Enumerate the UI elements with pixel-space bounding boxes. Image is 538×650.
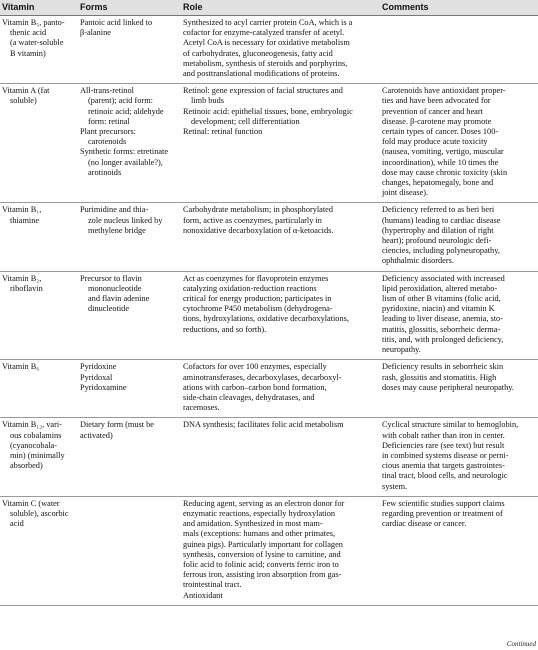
role-line: nonoxidative decarboxylation of α-ketoacids. [183,225,334,235]
forms-line: (parent); acid form: [88,96,153,106]
comments-line: titis, and, with prolonged deficiency, [382,334,504,344]
table-row [0,418,538,496]
role-line: racemoses. [183,403,220,413]
vitamin-line: acid [10,519,24,529]
table-row [0,203,538,271]
header-role: Role [181,0,380,16]
role-line: cofactor for enzyme-catalyzed transfer of acetyl. [183,28,345,38]
role-line: Synthesized to acyl carrier protein CoA, which is a [183,18,353,27]
forms-line: Dietary form (must be [80,420,154,430]
comments-line: lipid peroxidation, altered metabo- [382,283,498,293]
role-line: and amidation. Synthesized in most mam- [183,519,323,529]
role-line: ferrous iron, assisting iron absorption from gas- [183,570,342,580]
comments-line: Carotenoids have antioxidant proper- [382,86,506,96]
comments-line: joint disease). [382,188,429,198]
comments-cell [380,496,538,605]
comments-line: Deficiencies rare (see text) but result [382,440,505,450]
comments-line: pyridoxine, niacin) and vitamin K [382,304,495,314]
role-line: Retinoic acid: epithelial tissues, bone, embryologic [183,106,353,116]
role-line: DNA synthesis; facilitates folic acid metabolism [183,420,344,430]
role-cell [181,496,380,605]
vitamin-cell [0,271,78,360]
role-line: Reducing agent, serving as an electron donor for [183,498,345,508]
comments-line: leading to liver disease, anemia, sto- [382,314,503,324]
role-line: ations with carbon–carbon bond formation, [183,382,327,392]
forms-line: Pyridoxamine [80,382,127,392]
vitamin-line: soluble), ascorbic [10,508,69,518]
vitamin-line: absorbed) [10,461,43,471]
header-comments: Comments [380,0,538,16]
role-line: form, active as coenzymes, particularly in [183,215,322,225]
comments-cell [380,203,538,271]
comments-line: Cyclical structure similar to hemoglobin, [382,420,519,430]
vitamin-cell [0,496,78,605]
comments-cell [380,84,538,203]
comments-cell [380,16,538,84]
forms-line: Plant precursors: [80,127,136,137]
vitamin-line: B vitamin) [10,48,46,58]
forms-cell [78,271,181,360]
comments-line: (humans) leading to cardiac disease [382,215,501,225]
comments-line: with cobalt rather than iron in center. [382,430,505,440]
role-line: Retinal: retinal function [183,127,263,137]
vitamin-line: Vitamin B₂, [2,273,42,283]
comments-line: Few scientific studies support claims [382,498,505,508]
role-line: mals (exceptions: humans and other primates, [183,529,336,539]
role-line: side-chain cleavages, dehydratases, and [183,392,315,402]
forms-line: form: retinal [88,116,130,126]
table-row [0,16,538,84]
role-line: Act as coenzymes for flavoprotein enzymes [183,273,329,283]
role-line: cytochrome P450 metabolism (dehydrogena- [183,304,333,314]
forms-cell [78,84,181,203]
comments-line: prevention of cancer and heart [382,106,483,116]
role-line: of carbohydrates, gluconeogenesis, fatty acid [183,48,333,58]
vitamin-line: ous cobalamins [10,430,62,440]
comments-line: incoordination), while 10 times the [382,157,499,167]
role-line: Acetyl CoA is necessary for oxidative metabolism [183,38,350,48]
comments-line: (nausea, vomiting, vertigo, muscular [382,147,504,157]
role-line: Antioxidant [183,590,223,600]
vitamin-line: (cyanocobala- [10,440,57,450]
forms-cell [78,203,181,271]
forms-line: arotinoids [88,167,122,177]
role-line: tions, hydroxylations, oxidative decarboxylations, [183,314,349,324]
continued-note: Continued [506,640,536,648]
forms-line: and flavin adenine [88,294,150,304]
forms-line: β-alanine [80,28,111,38]
role-cell [181,16,380,84]
role-line: metabolism, synthesis of steroids and porphyrins, [183,58,348,68]
header-forms: Forms [78,0,181,16]
table-row [0,360,538,418]
vitamin-line: soluble) [10,96,37,106]
comments-line: disease. β-carotene may promote [382,116,492,126]
role-line: folic acid to folinic acid; converts ferric iron to [183,559,339,569]
role-line: guinea pigs). Particularly important for collagen [183,539,343,549]
forms-line: Synthetic forms: etretinate [80,147,169,157]
vitamin-cell [0,84,78,203]
comments-line: certain types of cancer. Doses 100- [382,127,499,137]
forms-line: dinucleotide [88,304,130,314]
vitamin-line: Vitamin C (water [2,498,60,508]
comments-cell [380,418,538,496]
comments-line: Deficiency referred to as beri beri [382,205,495,215]
vitamin-line: riboflavin [10,283,43,293]
header-vitamin: Vitamin [0,0,78,16]
comments-line: ophthalmic disorders. [382,256,454,266]
comments-line: doses may cause peripheral neuropathy. [382,382,514,392]
role-cell [181,360,380,418]
vitamin-line: Vitamin B₆ [2,362,40,372]
role-line: Retinol: gene expression of facial structures and [183,86,343,96]
vitamin-line: thenic acid [10,28,47,38]
vitamin-line: Vitamin B₁₂, vari- [2,420,62,430]
comments-line: system. [382,481,408,491]
forms-line: Precursor to flavin [80,273,142,283]
role-cell [181,271,380,360]
role-line: Carbohydrate metabolism; in phosphorylated [183,205,334,215]
comments-line: dose may cause chronic toxicity (skin [382,167,508,177]
comments-line: rash, glossitis and stomatitis. High [382,372,497,382]
comments-line: ciencies, including polyneuropathy, [382,246,500,256]
vitamin-line: Vitamin B₅, panto- [2,18,65,27]
role-cell [181,84,380,203]
forms-line: retinoic acid; aldehyde [88,106,164,116]
forms-line: All-trans-retinol [80,86,134,96]
comments-line: lism of other B vitamins (folic acid, [382,294,501,304]
role-cell [181,203,380,271]
role-line: reductions, and so forth). [183,324,267,334]
comments-line: heart); profound neurologic defi- [382,236,492,246]
vitamin-cell [0,418,78,496]
comments-cell [380,360,538,418]
comments-line: regarding prevention or treatment of [382,508,503,518]
forms-cell [78,496,181,605]
comments-line: cardiac disease or cancer. [382,519,467,529]
table-row [0,271,538,360]
comments-line: neuropathy. [382,345,421,355]
forms-line: (no longer available?), [88,157,163,167]
comments-line: Deficiency associated with increased [382,273,505,283]
header-row [0,0,538,16]
table-row [0,496,538,605]
forms-cell [78,360,181,418]
comments-line: ties and have been advocated for [382,96,491,106]
forms-line: mononucleotide [88,283,142,293]
vitamin-line: min) (minimally [10,450,65,460]
vitamin-line: thiamine [10,215,40,225]
comments-cell [380,271,538,360]
table-header [0,0,538,16]
comments-line: Deficiency results in seborrheic skin [382,362,504,372]
forms-line: methylene bridge [88,225,146,235]
comments-line: matitis, glossitis, seborrheic derma- [382,324,501,334]
vitamin-line: Vitamin A (fat [2,86,50,96]
role-line: enzymatic reactions, especially hydroxylation [183,508,336,518]
forms-line: Pantoic acid linked to [80,18,153,27]
role-line: limb buds [191,96,224,106]
vitamin-line: Vitamin B₁, [2,205,42,215]
comments-line: tinal tract, blood cells, and neurologic [382,471,508,481]
role-line: aminotransferases, decarboxylases, decarboxyl- [183,372,342,382]
comments-line: (hypertrophy and dilation of right [382,225,494,235]
forms-line: Pyridoxal [80,372,113,382]
forms-cell [78,16,181,84]
comments-line: fold may produce acute toxicity [382,137,488,147]
forms-line: Purimidine and thia- [80,205,149,215]
role-line: development; cell differentiation [191,116,300,126]
vitamin-cell [0,203,78,271]
comments-line: changes, hepatomegaly, bone and [382,178,494,188]
role-line: and posttranslational modifications of proteins. [183,69,340,79]
forms-line: zole nucleus linked by [88,215,163,225]
comments-line: in combined systems disease or perni- [382,450,509,460]
forms-line: Pyridoxine [80,362,117,372]
role-line: trointestinal tract. [183,580,242,590]
forms-cell [78,418,181,496]
vitamin-cell [0,16,78,84]
role-line: catalyzing oxidation-reduction reactions [183,283,317,293]
vitamin-line: (a water-soluble [10,38,64,48]
role-line: Cofactors for over 100 enzymes, especially [183,362,327,372]
role-cell [181,418,380,496]
role-line: critical for energy production; participates in [183,294,332,304]
vitamin-cell [0,360,78,418]
forms-line: activated) [80,430,113,440]
forms-line: carotenoids [88,137,127,147]
comments-line: cious anemia that targets gastrointes- [382,461,505,471]
role-line: synthesis, conversion of lysine to carnitine, and [183,549,341,559]
table-row [0,84,538,203]
table-body [0,16,538,606]
